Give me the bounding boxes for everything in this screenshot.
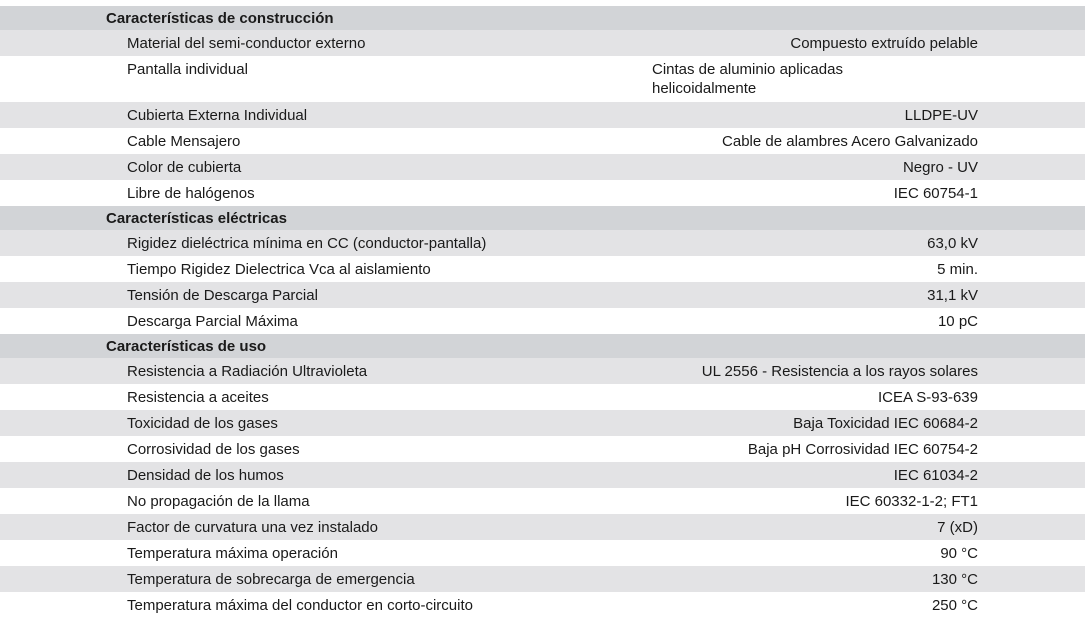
- row-value: 10 pC: [937, 313, 978, 330]
- row-value: Cable de alambres Acero Galvanizado: [722, 133, 978, 150]
- row-value: LLDPE-UV: [904, 107, 978, 124]
- row-label: Densidad de los humos: [127, 467, 284, 484]
- table-row: [0, 128, 1085, 154]
- table-row: [0, 256, 1085, 282]
- table-row: [0, 358, 1085, 384]
- table-row: [0, 436, 1085, 462]
- row-value: Baja Toxicidad IEC 60684-2: [793, 415, 978, 432]
- section-header-construccion: [0, 6, 1085, 30]
- row-value: 31,1 kV: [927, 287, 978, 304]
- table-row: [0, 592, 1085, 618]
- row-value: Baja pH Corrosividad IEC 60754-2: [747, 441, 978, 458]
- table-row: [0, 180, 1085, 206]
- row-value: 130 °C: [931, 571, 978, 588]
- row-label: Pantalla individual: [127, 61, 248, 78]
- table-row: [0, 384, 1085, 410]
- table-row: [0, 514, 1085, 540]
- row-label: Corrosividad de los gases: [127, 441, 300, 458]
- table-row: [0, 308, 1085, 334]
- row-label: Material del semi-conductor externo: [127, 35, 366, 52]
- row-label: Toxicidad de los gases: [127, 415, 278, 432]
- table-row: [0, 282, 1085, 308]
- row-value: Cintas de aluminio aplicadas helicoidalmente: [652, 61, 843, 97]
- row-value: 5 min.: [937, 261, 978, 278]
- table-row: [0, 462, 1085, 488]
- row-label: Color de cubierta: [127, 159, 242, 176]
- row-label: Cubierta Externa Individual: [127, 107, 308, 124]
- row-label: Factor de curvatura una vez instalado: [127, 519, 378, 536]
- row-label: Rigidez dieléctrica mínima en CC (conductor-pantalla): [127, 235, 487, 252]
- row-value: IEC 61034-2: [893, 467, 978, 484]
- row-value: Compuesto extruído pelable: [790, 35, 978, 52]
- spec-table: [0, 6, 1085, 618]
- row-label: Resistencia a aceites: [127, 389, 269, 406]
- row-label: Tensión de Descarga Parcial: [127, 287, 318, 304]
- table-row: [0, 102, 1085, 128]
- table-row: [0, 154, 1085, 180]
- table-row: [0, 540, 1085, 566]
- row-value: UL 2556 - Resistencia a los rayos solares: [701, 363, 978, 380]
- row-value: Negro - UV: [902, 159, 978, 176]
- table-row: [0, 566, 1085, 592]
- table-row: [0, 30, 1085, 56]
- row-value: 90 °C: [940, 545, 978, 562]
- row-label: Temperatura máxima del conductor en corto-circuito: [127, 597, 473, 614]
- row-value: 63,0 kV: [927, 235, 978, 252]
- row-value: ICEA S-93-639: [877, 389, 978, 406]
- row-label: Cable Mensajero: [127, 133, 241, 150]
- table-row: [0, 488, 1085, 514]
- row-label: Resistencia a Radiación Ultravioleta: [127, 363, 368, 380]
- section-title: Características de uso: [106, 338, 267, 355]
- row-label: Tiempo Rigidez Dielectrica Vca al aislamiento: [127, 261, 431, 278]
- row-label: Temperatura máxima operación: [127, 545, 338, 562]
- row-label: Descarga Parcial Máxima: [127, 313, 298, 330]
- row-value: IEC 60754-1: [893, 185, 978, 202]
- section-title: Características de construcción: [106, 10, 334, 27]
- section-header-uso: [0, 334, 1085, 358]
- row-label: Libre de halógenos: [127, 185, 255, 202]
- row-value: IEC 60332-1-2; FT1: [845, 493, 978, 510]
- section-header-electricas: [0, 206, 1085, 230]
- row-label: No propagación de la llama: [127, 493, 310, 510]
- table-row: [0, 56, 1085, 102]
- row-value: 250 °C: [931, 597, 978, 614]
- row-label: Temperatura de sobrecarga de emergencia: [127, 571, 415, 588]
- section-title: Características eléctricas: [106, 210, 287, 227]
- table-row: [0, 410, 1085, 436]
- row-value: 7 (xD): [937, 519, 978, 536]
- table-row: [0, 230, 1085, 256]
